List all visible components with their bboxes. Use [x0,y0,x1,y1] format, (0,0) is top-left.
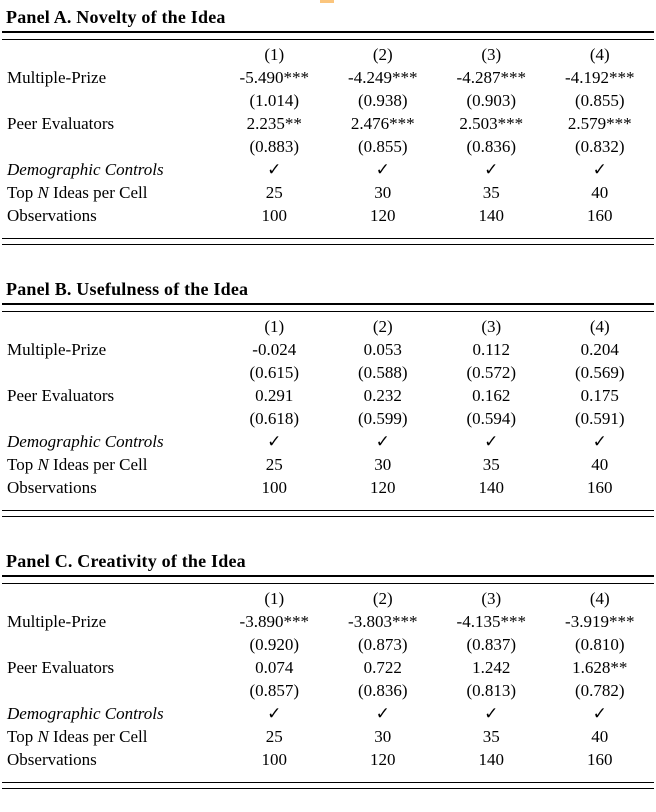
info-cell: 30 [374,455,392,474]
row-label [2,633,220,656]
coef-cell: 2.579*** [567,114,632,133]
row-label [2,338,220,361]
info-cell: 25 [265,183,283,202]
coef-cell: 2.476*** [350,114,415,133]
coef-cell: 0.291 [255,386,294,405]
row-label-segment: Demographic Controls [7,704,164,723]
column-header: (1) [264,589,285,608]
row-label [2,725,220,748]
column-header: (1) [264,45,285,64]
panel-B [2,274,654,517]
column-header: (3) [481,589,502,608]
info-cell: 25 [265,455,283,474]
coef-cell: -4.192*** [565,68,635,87]
panel-grid [2,312,654,499]
column-header: (3) [481,45,502,64]
control-cell: ✓ [592,160,607,179]
row-label-segment: N [37,727,49,746]
coef-cell: -3.890*** [239,612,309,631]
row-label [2,656,220,679]
row-label-segment: Peer Evaluators [7,386,115,405]
header-corner-cell [2,315,220,338]
coef-cell: -4.249*** [348,68,418,87]
column-header: (2) [372,589,393,608]
coef-cell: -0.024 [252,340,297,359]
row-label-segment: Ideas per Cell [48,727,148,746]
se-cell: (0.857) [249,681,300,700]
info-cell: 30 [374,727,392,746]
column-header: (4) [589,589,610,608]
se-cell: (0.855) [357,137,408,156]
se-cell: (0.938) [357,91,408,110]
column-header: (4) [589,45,610,64]
se-cell: (0.591) [574,409,625,428]
row-label [2,679,220,702]
coef-cell: 0.112 [472,340,511,359]
se-cell: (0.599) [357,409,408,428]
column-header: (1) [264,317,285,336]
info-cell: 40 [591,183,609,202]
info-cell: 160 [587,750,613,769]
coef-cell: 0.053 [363,340,402,359]
row-label-segment: N [37,183,49,202]
coef-cell: -3.803*** [348,612,418,631]
coef-cell: 2.503*** [459,114,524,133]
se-cell: (0.903) [466,91,517,110]
info-cell: 40 [591,727,609,746]
info-cell: 100 [261,206,287,225]
se-cell: (0.832) [574,137,625,156]
row-label-segment: Observations [7,206,97,225]
row-label [2,748,220,771]
row-label-segment: Observations [7,478,97,497]
coef-cell: -5.490*** [239,68,309,87]
control-cell: ✓ [484,704,499,723]
control-cell: ✓ [375,704,390,723]
row-label [2,112,220,135]
se-cell: (0.615) [249,363,300,382]
panel-C [2,546,654,789]
column-header: (2) [372,45,393,64]
row-label [2,66,220,89]
row-label-segment: Multiple-Prize [7,340,107,359]
se-cell: (0.836) [357,681,408,700]
info-cell: 160 [587,478,613,497]
se-cell: (0.883) [249,137,300,156]
control-cell: ✓ [267,160,282,179]
se-cell: (0.836) [466,137,517,156]
se-cell: (0.782) [574,681,625,700]
info-cell: 140 [478,206,504,225]
row-label-segment: Peer Evaluators [7,114,115,133]
coef-cell: 0.204 [580,340,619,359]
info-cell: 40 [591,455,609,474]
se-cell: (0.920) [249,635,300,654]
row-label-segment: Multiple-Prize [7,68,107,87]
coef-cell: 2.235** [246,114,302,133]
info-cell: 100 [261,478,287,497]
coef-cell: 0.722 [363,658,402,677]
row-label [2,384,220,407]
info-cell: 35 [482,183,500,202]
row-label-segment: Demographic Controls [7,432,164,451]
coef-cell: -3.919*** [565,612,635,631]
row-label-segment: Top [7,455,38,474]
info-cell: 35 [482,455,500,474]
coef-cell: 1.242 [472,658,511,677]
info-cell: 25 [265,727,283,746]
panel-grid [2,40,654,227]
row-label-segment: Top [7,183,38,202]
row-label-segment: Peer Evaluators [7,658,115,677]
row-label-segment: Ideas per Cell [48,455,148,474]
coef-cell: -4.287*** [456,68,526,87]
se-cell: (0.810) [574,635,625,654]
column-header: (2) [372,317,393,336]
info-cell: 30 [374,183,392,202]
row-label-segment: Demographic Controls [7,160,164,179]
row-label-segment: Observations [7,750,97,769]
se-cell: (0.588) [357,363,408,382]
row-label [2,89,220,112]
se-cell: (0.572) [466,363,517,382]
info-cell: 140 [478,750,504,769]
highlight-artifact [320,0,334,3]
info-cell: 120 [370,750,396,769]
bottom-rule [2,238,654,245]
info-cell: 120 [370,206,396,225]
control-cell: ✓ [484,160,499,179]
row-label [2,135,220,158]
se-cell: (0.813) [466,681,517,700]
info-cell: 160 [587,206,613,225]
se-cell: (1.014) [249,91,300,110]
control-cell: ✓ [267,432,282,451]
coef-cell: 0.232 [363,386,402,405]
header-corner-cell [2,43,220,66]
coef-cell: 0.175 [580,386,619,405]
control-cell: ✓ [267,704,282,723]
header-corner-cell [2,587,220,610]
row-label-segment: Multiple-Prize [7,612,107,631]
row-label-segment: N [37,455,49,474]
column-header: (3) [481,317,502,336]
coef-cell: 1.628** [572,658,628,677]
panel-title: Panel B. Usefulness of the Idea [2,274,654,305]
info-cell: 140 [478,478,504,497]
se-cell: (0.855) [574,91,625,110]
row-label [2,361,220,384]
panel-title: Panel C. Creativity of the Idea [2,546,654,577]
row-label [2,610,220,633]
control-cell: ✓ [375,432,390,451]
se-cell: (0.569) [574,363,625,382]
coef-cell: -4.135*** [456,612,526,631]
panel-A [2,2,654,245]
row-label [2,181,220,204]
se-cell: (0.594) [466,409,517,428]
row-label [2,204,220,227]
coef-cell: 0.074 [255,658,294,677]
panel-title: Panel A. Novelty of the Idea [2,2,654,33]
info-cell: 120 [370,478,396,497]
row-label [2,453,220,476]
row-label [2,476,220,499]
row-label [2,407,220,430]
row-label [2,702,220,725]
row-label-segment: Ideas per Cell [48,183,148,202]
control-cell: ✓ [592,432,607,451]
control-cell: ✓ [484,432,499,451]
panel-grid [2,584,654,771]
se-cell: (0.837) [466,635,517,654]
info-cell: 100 [261,750,287,769]
control-cell: ✓ [375,160,390,179]
bottom-rule [2,510,654,517]
coef-cell: 0.162 [472,386,511,405]
se-cell: (0.873) [357,635,408,654]
info-cell: 35 [482,727,500,746]
row-label [2,158,220,181]
column-header: (4) [589,317,610,336]
bottom-rule [2,782,654,789]
control-cell: ✓ [592,704,607,723]
row-label [2,430,220,453]
se-cell: (0.618) [249,409,300,428]
row-label-segment: Top [7,727,38,746]
